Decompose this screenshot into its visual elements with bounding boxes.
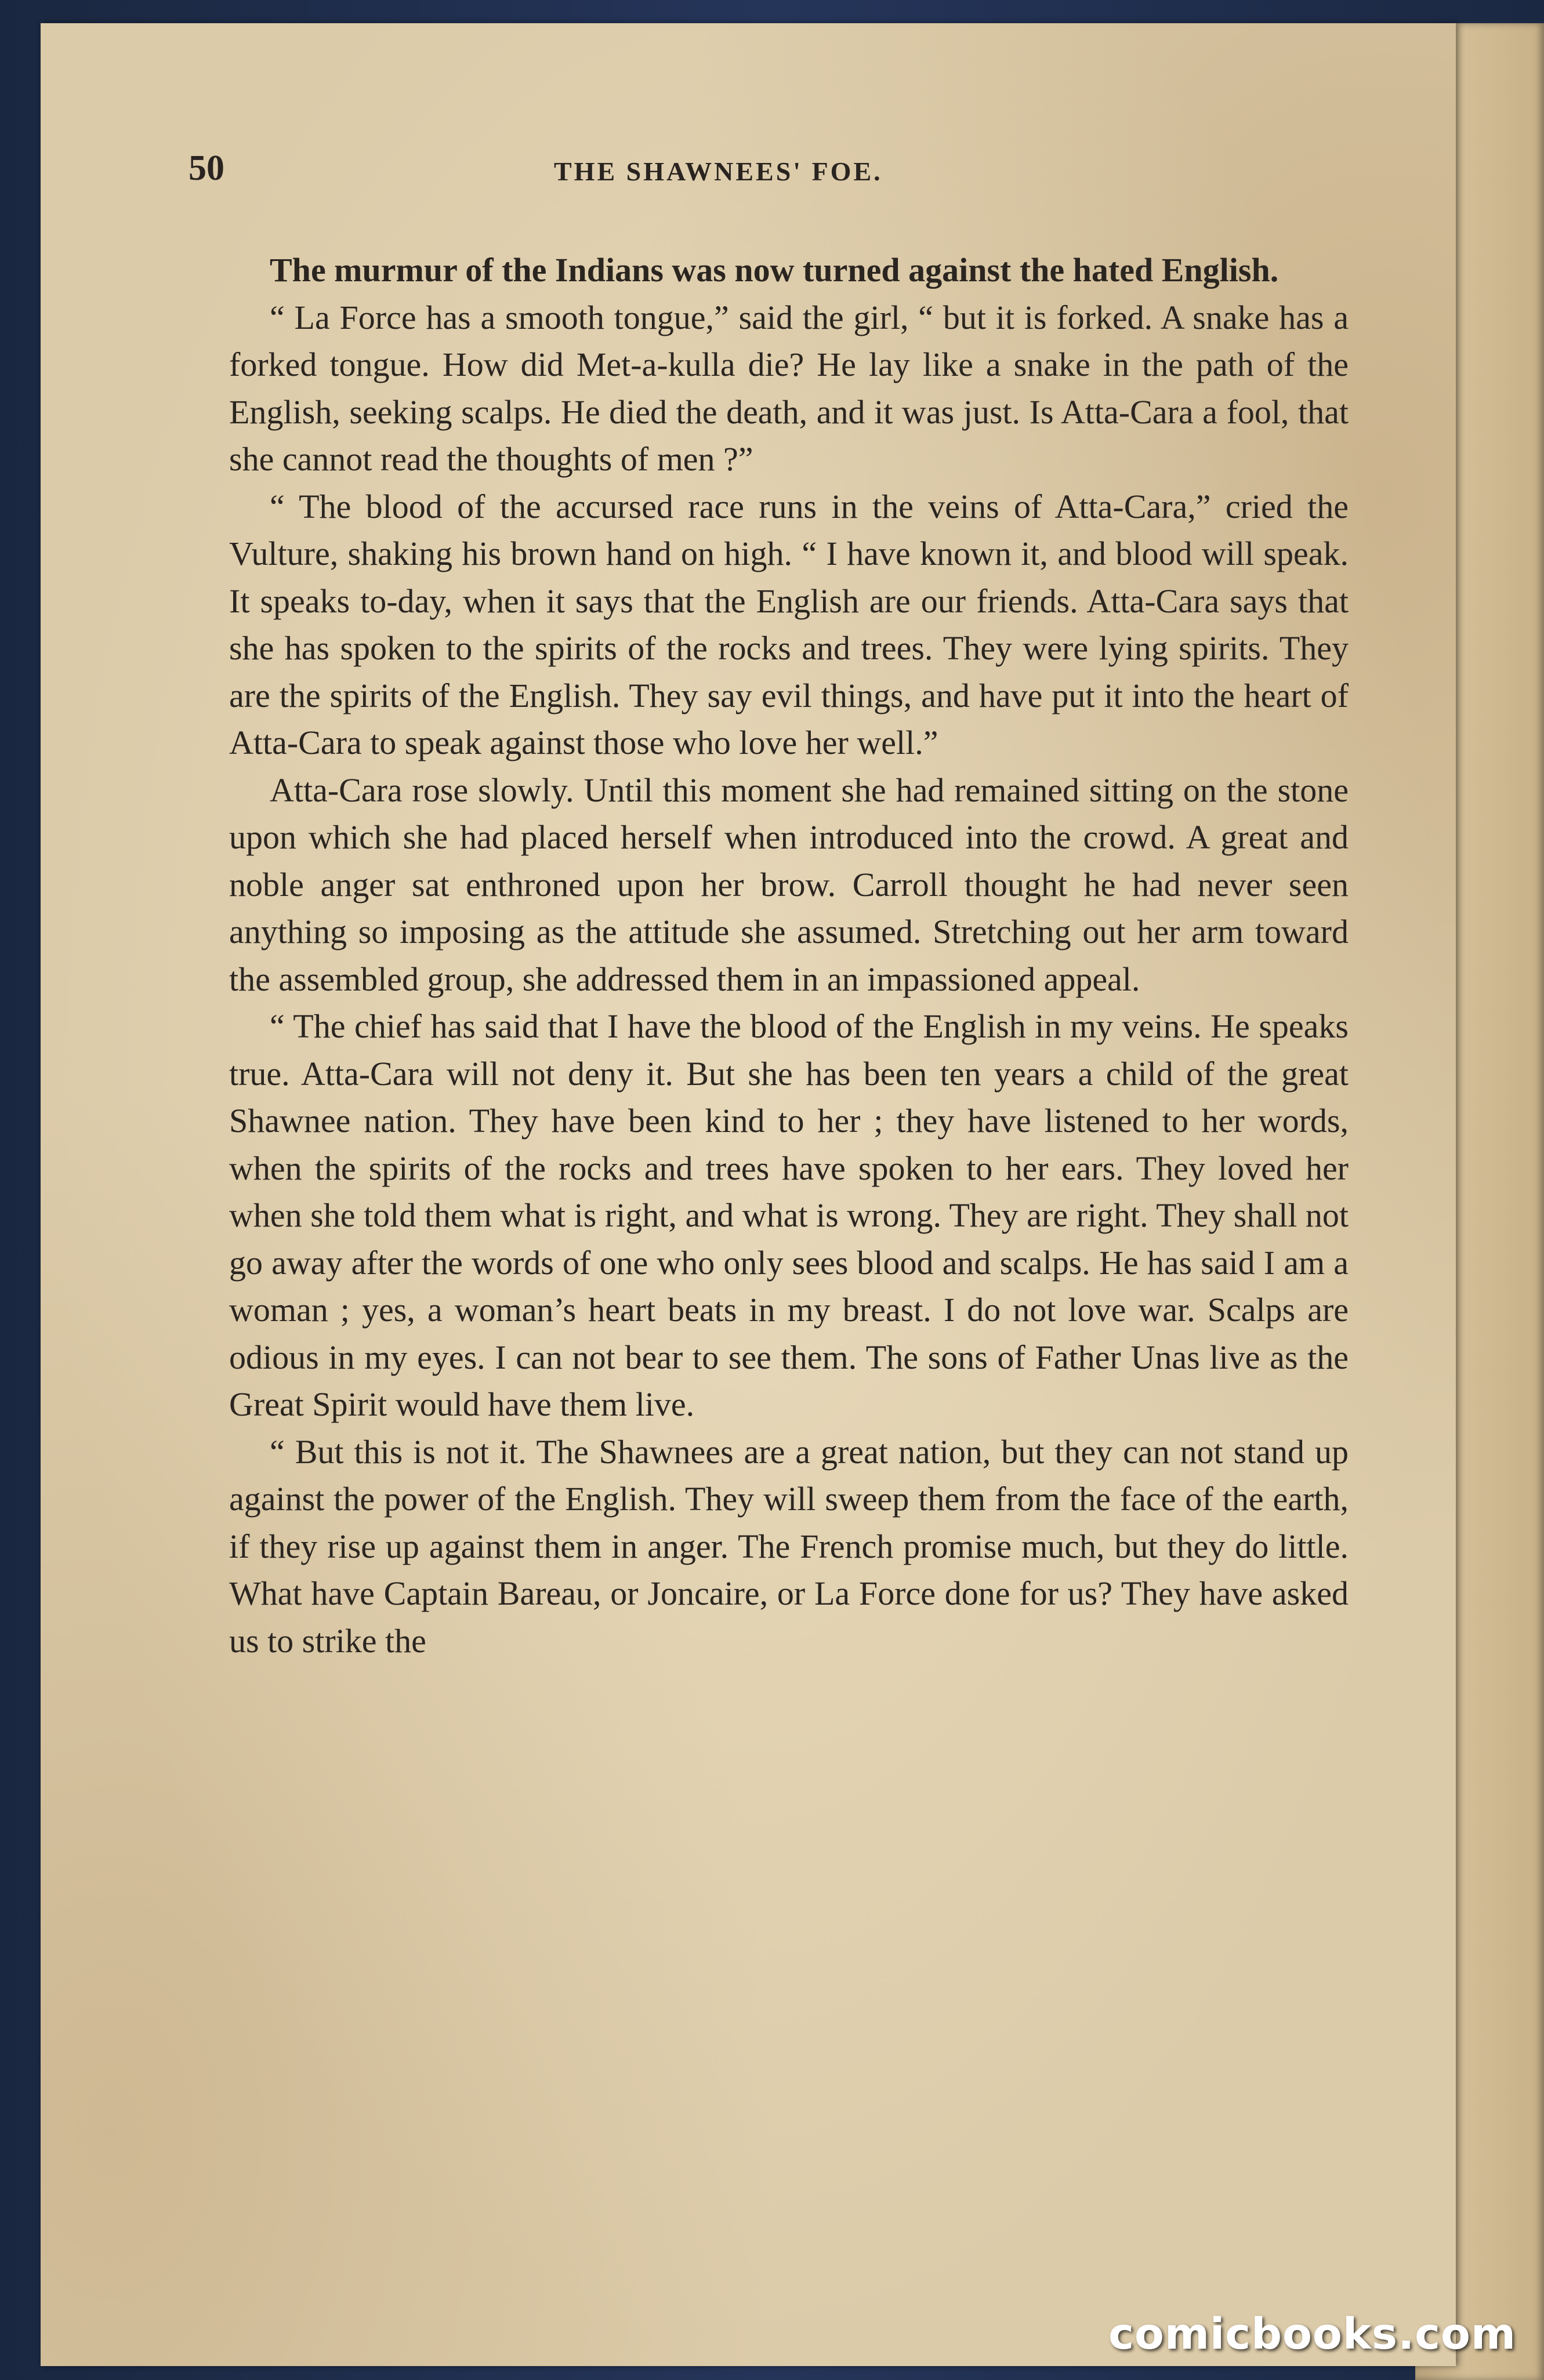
- book-page: [41, 23, 1456, 2366]
- watermark-text: comicbooks.com: [1108, 2309, 1516, 2359]
- paragraph: Atta-Cara rose slowly. Until this moment she had remained sitting on the stone upon which she had placed herself when introduced into the crowd. A great and noble anger sat enthroned upon her brow. Carroll thought he had never seen anything so imposing as the attitude she assumed. Stretching out her arm toward the assembled group, she addressed them in an impassioned appeal.: [229, 771, 1349, 998]
- paragraph: “ The chief has said that I have the blood of the English in my veins. He speaks true. Atta-Cara will not deny it. But she has been ten years a child of the great Shawnee nation. They have been kind to her ; they have listened to her words, when the spirits of the rocks and trees have spoken to her ears. They loved her when she told them what is right, and what is wrong. They are right. They shall not go away after the words of one who only sees blood and scalps. He has said I am a woman ; yes, a woman’s heart beats in my breast. I do not love war. Scalps are odious in my eyes. I can not bear to see them. The sons of Father Unas live as the Great Spirit would have them live.: [229, 1007, 1349, 1423]
- paragraph: “ La Force has a smooth tongue,” said the girl, “ but it is forked. A snake has a forked tongue. How did Met-a-kulla die? He lay like a snake in the path of the English, seeking scalps. He died the death, and it was just. Is Atta-Cara a fool, that she cannot read the thoughts of men ?”: [229, 298, 1349, 478]
- page-number: 50: [189, 148, 224, 188]
- paragraph: “ But this is not it. The Shawnees are a great nation, but they can not stand up against the power of the English. They will sweep them from the face of the earth, if they rise up against them in anger. The French promise much, but they do little. What have Captain Bareau, or Joncaire, or La Force done for us? They have asked us to strike the: [229, 1432, 1349, 1660]
- body-text: [229, 246, 1349, 1664]
- paragraph: “ The blood of the accursed race runs in the veins of Atta-Cara,” cried the Vulture, shaking his brown hand on high. “ I have known it, and blood will speak. It speaks to-day, when it says that the English are our friends. Atta-Cara says that she has spoken to the spirits of the rocks and trees. They were lying spirits. They are the spirits of the English. They say evil things, and have put it into the heart of Atta-Cara to speak against those who love her well.”: [229, 487, 1349, 761]
- page-header: [189, 148, 1349, 200]
- running-head: THE SHAWNEES' FOE.: [554, 157, 883, 186]
- paragraph: The murmur of the Indians was now turned against the hated English.: [270, 251, 1279, 289]
